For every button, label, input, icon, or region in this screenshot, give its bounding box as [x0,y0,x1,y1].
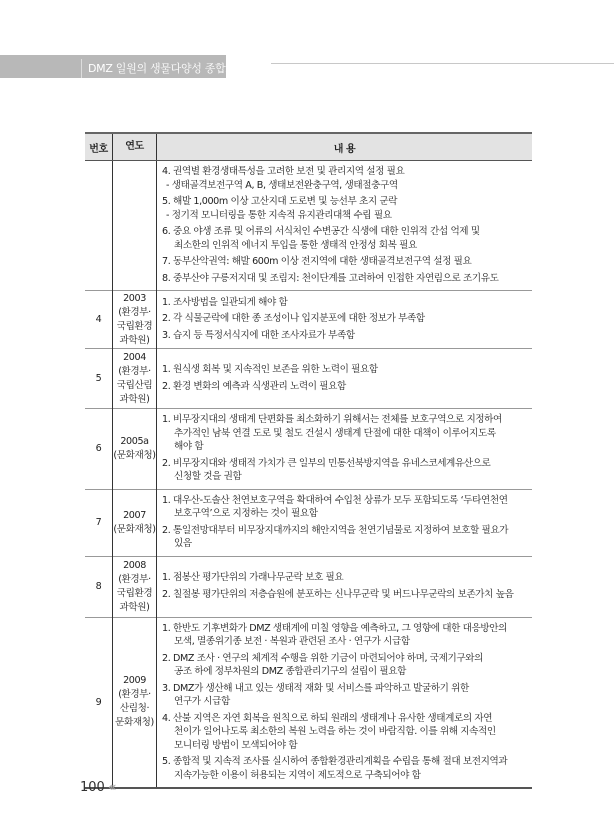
content-item [162,587,528,604]
row-content [157,291,533,349]
content-line: 2. 환경 변화의 예측과 식생관리 노력이 필요함 [162,380,346,392]
year-line: (환경부· [118,306,151,318]
content-line: 추가적인 남북 연결 도로 및 철도 건설시 생태계 단절에 대한 대책이 이루어지도록 [174,427,496,439]
content-item [162,570,528,587]
content-item [162,164,528,194]
year-line: 2004 [123,351,146,363]
content-line: 최소한의 인위적 에너지 투입을 통한 생태적 안정성 회복 필요 [174,239,417,251]
row-number: 5 [95,373,102,384]
year-line: 2009 [123,675,146,687]
content-line: 해야 함 [174,441,204,452]
content-line: 2. 비무장지대와 생태적 가치가 큰 일부의 민통선북방지역을 유네스코세계유산으로 [162,457,491,469]
content-line: 지속가능한 이용이 허용되는 지역이 제도적으로 구축되어야 함 [174,769,421,781]
row-year [113,409,157,490]
content-item [162,456,528,486]
content-line: 있음 [174,538,192,549]
year-line: 2005a [120,435,149,447]
row-content [157,617,533,788]
row-content [157,489,533,556]
content-line: 1. 원식생 회복 및 지속적인 보존을 위한 노력이 필요함 [162,364,378,375]
row-content [157,409,533,490]
year-line: 국립환경 [116,587,153,599]
content-line: 연구가 시급함 [174,696,230,707]
year-line: (환경부· [118,573,151,585]
row-number: 8 [95,581,102,592]
table-row [85,349,532,409]
year-line: (문화재청) [113,449,156,461]
content-line: 2. 통일전망대부터 비무장지대까지의 해안지역을 천연기념물로 지정하여 보호할 필요가 [162,524,509,536]
content-line: 2. DMZ 조사 · 연구의 체계적 수행을 위한 기금이 마련되어야 하며, 국제기구와의 [162,652,483,664]
content-line: 5. 종합적 및 지속적 조사를 실시하여 종합환경관리계획을 수립을 통해 절대 보전지역과 [162,756,508,767]
content-line: 3. 습지 등 특정서식지에 대한 조사자료가 부족함 [162,329,355,341]
content-item [162,311,528,328]
content-line: 모색, 멸종위기종 보전 · 복원과 관련된 조사 · 연구가 시급함 [174,636,410,647]
chevrons-left-icon: ‹‹‹ [108,780,114,794]
content-line: 2. 각 식물군락에 대한 종 조성이나 입지분포에 대한 정보가 부족함 [162,313,425,325]
row-number: 7 [95,517,102,528]
content-line: - 정기적 모니터링을 통한 지속적 유지관리대책 수립 필요 [166,209,392,221]
content-item [162,523,528,553]
table-row [85,617,532,788]
row-number: 6 [95,443,102,455]
row-number: 4 [95,314,102,325]
year-line: 2003 [123,292,146,304]
content-line: 8. 중부산야 구릉저지대 및 조림지: 천이단계를 고려하여 인접한 자연림으로 조기유도 [162,272,499,284]
content-line: 6. 중요 야생 조류 및 어류의 서식처인 수변공간 식생에 대한 인위적 간섭 억제 및 [162,226,480,237]
content-item [162,194,528,224]
content-line: 5. 해발 1,000m 이상 고산지대 도로변 및 능선부 초지 군락 [162,196,398,207]
table-body [85,161,532,789]
content-item [162,271,528,288]
content-item [162,224,528,254]
content-line: 천이가 일어나도록 최소한의 복원 노력을 하는 것이 바람직함. 이를 위해 지속적인 [174,726,496,737]
table-row [85,291,532,349]
content-item [162,621,528,651]
content-line: 4. 권역별 환경생태특성을 고려한 보전 및 관리지역 설정 필요 [162,166,405,177]
row-year [113,161,157,291]
review-table [85,132,532,789]
year-line: 문화재청) [115,717,154,729]
row-content [157,556,533,617]
content-item [162,379,528,396]
content-item [162,493,528,523]
content-item [162,295,528,312]
row-year [113,489,157,556]
row-number [85,161,113,291]
year-line: 과학원) [119,601,150,613]
content-item [162,651,528,681]
table-row [85,161,532,291]
content-line: 모니터링 방법이 모색되어야 함 [174,739,298,751]
content-line: - 생태골격보전구역 A, B, 생태보전완충구역, 생태절충구역 [166,179,398,191]
content-item [162,362,528,379]
year-line: 국립산림 [116,379,153,391]
content-line: 1. 한반도 기후변화가 DMZ 생태계에 미칠 영향을 예측하고, 그 영향에 대한 대응방안의 [162,622,507,634]
row-year [113,617,157,788]
row-content [157,161,533,291]
table-row [85,409,532,490]
year-line: 산림청· [119,703,150,715]
content-item [162,711,528,755]
row-content [157,349,533,409]
content-line: 2. 칠절봉 평가단위의 저층습원에 분포하는 신나무군락 및 버드나무군락의 보존가치 높음 [162,588,514,600]
year-line: 2007 [123,509,146,521]
header-rule [271,63,614,64]
year-line: (환경부· [118,689,151,701]
content-item [162,754,528,784]
content-line: 보호구역’으로 지정하는 것이 필요함 [174,508,318,519]
content-line: 1. 대우산-도솔산 천연보호구역을 확대하여 수입천 상류가 모두 포함되도록 ‘두타연천연 [162,494,508,506]
year-line: 2008 [123,559,146,571]
column-header-content: 내 용 [157,133,533,161]
row-year [113,291,157,349]
content-item [162,681,528,711]
content-line: 1. 점봉산 평가단위의 가래나무군락 보호 필요 [162,572,344,583]
content-line: 신청할 것을 권함 [174,471,242,482]
content-line: 7. 동부산악권역: 해발 600m 이상 전지역에 대한 생태골격보전구역 설정 필요 [162,256,472,267]
year-line: 과학원) [119,334,150,346]
table-header-row [85,133,532,161]
running-header-title: DMZ 일원의 생물다양성 종합보고서 [81,59,226,78]
content-line: 공조 하에 정부차원의 DMZ 종합관리기구의 설립이 필요함 [174,666,407,677]
content-item [162,412,528,456]
content-item [162,328,528,345]
column-header-number: 번호 [85,133,113,161]
page-number: 100 [80,780,105,795]
content-line: 1. 조사방법을 일관되게 해야 함 [162,296,288,308]
row-number: 9 [95,696,102,708]
content-line: 4. 산불 지역은 자연 회복을 원칙으로 하되 원래의 생태계나 유사한 생태계로의 자연 [162,712,493,724]
year-line: (환경부· [118,365,151,377]
row-year [113,556,157,617]
column-header-year: 연도 [113,133,157,161]
row-year [113,349,157,409]
content-line: 1. 비무장지대의 생태계 단편화를 최소화하기 위해서는 전체를 보호구역으로 지정하여 [162,414,502,425]
table-row [85,556,532,617]
year-line: (문화재청) [113,523,156,535]
table-row [85,489,532,556]
year-line: 국립환경 [116,320,153,332]
content-line: 3. DMZ가 생산해 내고 있는 생태적 재화 및 서비스를 파악하고 발굴하기 위한 [162,682,469,694]
year-line: 과학원) [119,393,150,405]
content-item [162,254,528,271]
